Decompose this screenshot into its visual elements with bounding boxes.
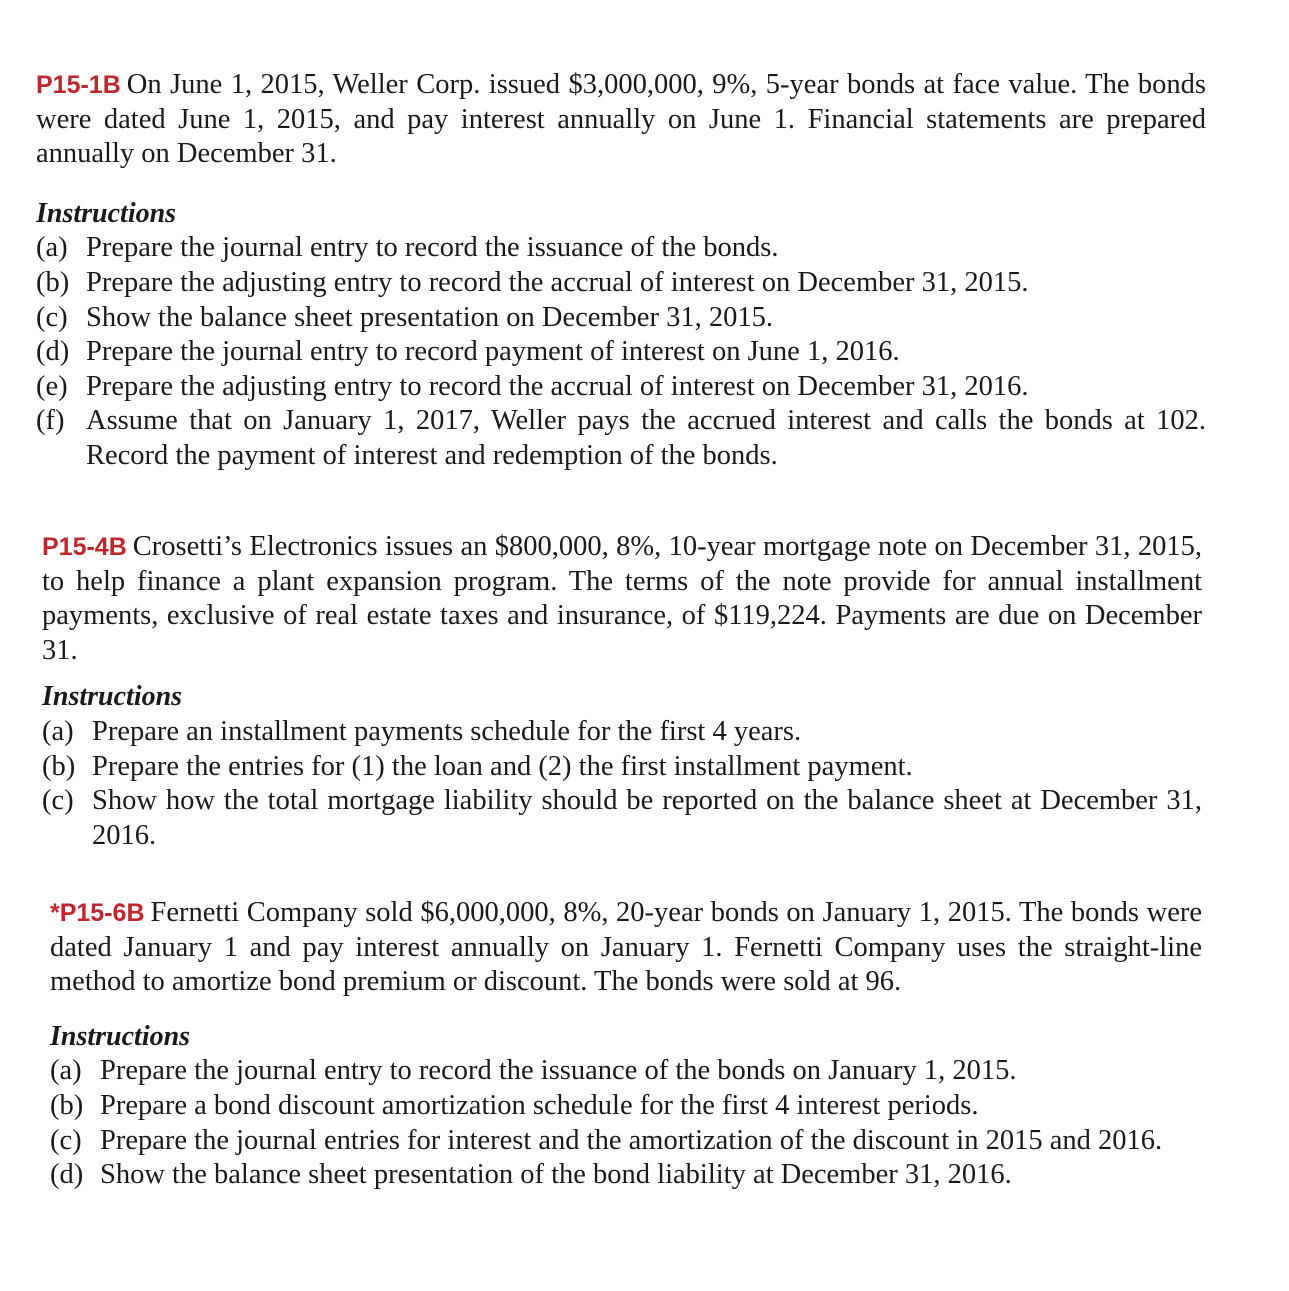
instruction-item xyxy=(42,784,1202,853)
instructions-list xyxy=(36,231,1206,473)
item-text: Prepare the journal entry to record payment of interest on June 1, 2016. xyxy=(86,336,900,368)
instruction-item xyxy=(42,750,1202,785)
item-text: Prepare a bond discount amortization schedule for the first 4 interest periods. xyxy=(100,1089,979,1121)
problem-p15-1b xyxy=(36,68,1206,474)
problem-text: Fernetti Company sold $6,000,000, 8%, 20-year bonds on January 1, 2015. The bonds were dated January 1 and pay interest annually on January 1. Fernetti Company uses the straight-line method to amortize bond premium or discount. The bonds were sold at 96. xyxy=(50,897,1202,998)
problem-text: Crosetti’s Electronics issues an $800,000, 8%, 10-year mortgage note on December 31, 2015, to help finance a plant expansion program. The terms of the note provide for annual installment payments, exclusive of real estate taxes and insurance, of $119,224. Payments are due on December 31. xyxy=(42,531,1202,666)
item-text: Prepare the entries for (1) the loan and (2) the first installment payment. xyxy=(92,750,913,782)
instructions-list xyxy=(40,1054,1202,1192)
item-text: Prepare the journal entries for interest and the amortization of the discount in 2015 and 2016. xyxy=(100,1124,1163,1156)
item-marker: (b) xyxy=(50,1089,84,1121)
instruction-item xyxy=(50,1158,1202,1193)
instructions-heading: Instructions xyxy=(36,197,177,229)
item-marker: (d) xyxy=(36,336,70,368)
item-marker: (e) xyxy=(36,370,68,402)
item-marker: (c) xyxy=(36,301,68,333)
item-text: Prepare the journal entry to record the issuance of the bonds on January 1, 2015. xyxy=(100,1055,1017,1087)
instruction-item xyxy=(50,1124,1202,1159)
instruction-item xyxy=(36,404,1206,473)
item-marker: (d) xyxy=(50,1159,84,1191)
item-text: Assume that on January 1, 2017, Weller pays the accrued interest and calls the bonds at 102. Record the payment of interest and redemption of the bonds. xyxy=(86,405,1206,471)
item-text: Show the balance sheet presentation on December 31, 2015. xyxy=(86,301,773,333)
item-text: Prepare the adjusting entry to record the accrual of interest on December 31, 2015. xyxy=(86,266,1029,298)
instructions-heading: Instructions xyxy=(50,1020,191,1052)
instruction-item xyxy=(36,301,1206,336)
instruction-item xyxy=(50,1054,1202,1089)
item-marker: (b) xyxy=(36,266,70,298)
problem-id: *P15-6B xyxy=(50,899,145,927)
instructions-heading: Instructions xyxy=(42,681,183,713)
problem-id: P15-4B xyxy=(42,533,127,561)
item-text: Show the balance sheet presentation of the bond liability at December 31, 2016. xyxy=(100,1159,1012,1191)
instruction-item xyxy=(36,335,1206,370)
item-text: Prepare the adjusting entry to record the accrual of interest on December 31, 2016. xyxy=(86,370,1029,402)
instruction-item xyxy=(36,370,1206,405)
item-text: Prepare the journal entry to record the issuance of the bonds. xyxy=(86,232,779,264)
item-text: Prepare an installment payments schedule for the first 4 years. xyxy=(92,715,802,747)
item-marker: (a) xyxy=(42,715,74,747)
item-marker: (a) xyxy=(36,232,68,264)
problem-statement xyxy=(36,68,1206,172)
instruction-item xyxy=(50,1089,1202,1124)
instructions-list xyxy=(42,715,1202,853)
instruction-item xyxy=(36,266,1206,301)
instruction-item xyxy=(36,231,1206,266)
problem-text: On June 1, 2015, Weller Corp. issued $3,000,000, 9%, 5-year bonds at face value. The bonds were dated June 1, 2015, and pay interest annually on June 1. Financial statements are prepared annually on December 31. xyxy=(36,69,1206,170)
problem-id: P15-1B xyxy=(36,71,121,99)
item-marker: (b) xyxy=(42,750,76,782)
item-text: Show how the total mortgage liability should be reported on the balance sheet at December 31, 2016. xyxy=(92,785,1202,851)
item-marker: (c) xyxy=(42,785,74,817)
problem-statement xyxy=(40,896,1202,1000)
problem-p15-6b xyxy=(40,896,1202,1193)
problem-p15-4b xyxy=(42,530,1202,853)
item-marker: (a) xyxy=(50,1055,82,1087)
item-marker: (c) xyxy=(50,1124,82,1156)
problem-statement xyxy=(42,530,1202,668)
instruction-item xyxy=(42,715,1202,750)
item-marker: (f) xyxy=(36,405,65,437)
